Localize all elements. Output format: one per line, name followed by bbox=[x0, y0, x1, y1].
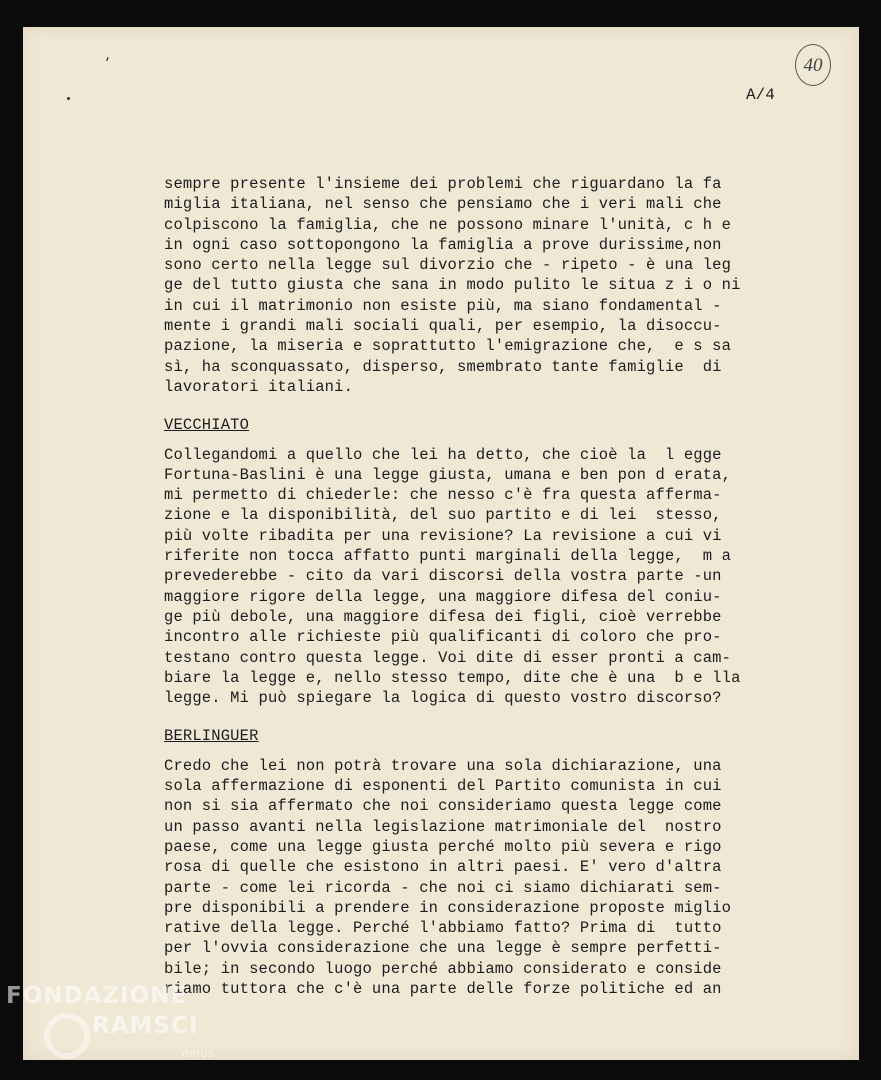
paragraph-intro bbox=[164, 174, 784, 397]
text-line: riamo tuttora che c'è una parte delle forze politiche ed an bbox=[164, 979, 722, 998]
text-line: rosa di quelle che esistono in altri paesi. E' vero d'altra bbox=[164, 858, 722, 877]
folio-number-circled: 40 bbox=[795, 44, 831, 86]
watermark-line-fondazione: FONDAZIONE bbox=[6, 983, 188, 1009]
text-line: zione e la disponibilità, del suo partito e di lei stesso, bbox=[164, 506, 722, 525]
text-line: sì, ha sconquassato, disperso, smembrato tante famiglie di bbox=[164, 357, 722, 376]
text-line: un passo avanti nella legislazione matrimoniale del nostro bbox=[164, 817, 722, 836]
text-line: bile; in secondo luogo perché abbiamo considerato e conside bbox=[164, 959, 722, 978]
text-line: Collegandomi a quello che lei ha detto, che cioè la l egge bbox=[164, 445, 722, 464]
text-line: sola affermazione di esponenti del Partito comunista in cui bbox=[164, 777, 722, 796]
text-line: Fortuna-Baslini è una legge giusta, umana e ben pon d erata, bbox=[164, 465, 732, 484]
text-line: parte - come lei ricorda - che noi ci siamo dichiarati sem- bbox=[164, 878, 722, 897]
page-number: A/4 bbox=[746, 86, 775, 104]
text-line: lavoratori italiani. bbox=[164, 377, 354, 396]
text-line: mente i grandi mali sociali quali, per esempio, la disoccu- bbox=[164, 317, 722, 336]
text-line: rative della legge. Perché l'abbiamo fatto? Prima di tutto bbox=[164, 919, 722, 938]
watermark-line-onlus: onlus bbox=[182, 1047, 214, 1060]
text-line: pazione, la miseria e soprattutto l'emigrazione che, e s sa bbox=[164, 337, 732, 356]
text-line: testano contro questa legge. Voi dite di esser pronti a cam- bbox=[164, 648, 732, 667]
speaker-heading-berlinguer bbox=[164, 726, 784, 746]
text-line: ge del tutto giusta che sana in modo pulito le situa z i o ni bbox=[164, 276, 741, 295]
text-line: miglia italiana, nel senso che pensiamo che i veri mali che bbox=[164, 195, 722, 214]
text-line: Credo che lei non potrà trovare una sola dichiarazione, una bbox=[164, 756, 722, 775]
text-line: colpiscono la famiglia, che ne possono minare l'unità, c h e bbox=[164, 215, 732, 234]
speaker-name: VECCHIATO bbox=[164, 416, 250, 435]
text-line: ge più debole, una maggiore difesa dei figli, cioè verrebbe bbox=[164, 607, 722, 626]
text-line: più volte ribadita per una revisione? La revisione a cui vi bbox=[164, 526, 722, 545]
text-line: paese, come una legge giusta perché molto più severa e rigo bbox=[164, 837, 722, 856]
text-line: incontro alle richieste più qualificanti di coloro che pro- bbox=[164, 628, 722, 647]
watermark-line-gramsci: RAMSCI bbox=[92, 1013, 199, 1039]
margin-tick-mark: ' bbox=[101, 54, 111, 72]
speaker-heading-vecchiato bbox=[164, 415, 784, 435]
text-line: sono certo nella legge sul divorzio che - ripeto - è una leg bbox=[164, 256, 732, 275]
text-line: maggiore rigore della legge, una maggiore difesa del coniu- bbox=[164, 587, 722, 606]
text-line: non si sia affermato che noi consideriamo questa legge come bbox=[164, 797, 722, 816]
text-line: in ogni caso sottopongono la famiglia a prove durissime,non bbox=[164, 235, 722, 254]
text-line: legge. Mi può spiegare la logica di questo vostro discorso? bbox=[164, 689, 722, 708]
text-line: per l'ovvia considerazione che una legge è sempre perfetti- bbox=[164, 939, 722, 958]
text-line: pre disponibili a prendere in considerazione proposte miglio bbox=[164, 898, 732, 917]
margin-dot-mark bbox=[67, 97, 70, 100]
text-line: riferite non tocca affatto punti marginali della legge, m a bbox=[164, 547, 732, 566]
speaker-name: BERLINGUER bbox=[164, 727, 259, 746]
text-line: sempre presente l'insieme dei problemi che riguardano la fa bbox=[164, 175, 722, 193]
transcript-body bbox=[164, 174, 784, 999]
text-line: mi permetto di chiederle: che nesso c'è fra questa afferma- bbox=[164, 486, 722, 505]
text-line: biare la legge e, nello stesso tempo, dite che è una b e lla bbox=[164, 668, 741, 687]
text-line: prevederebbe - cito da vari discorsi della vostra parte -un bbox=[164, 567, 722, 586]
text-line: in cui il matrimonio non esiste più, ma siano fondamental - bbox=[164, 296, 722, 315]
paragraph-vecchiato bbox=[164, 445, 784, 709]
paragraph-berlinguer bbox=[164, 756, 784, 1000]
